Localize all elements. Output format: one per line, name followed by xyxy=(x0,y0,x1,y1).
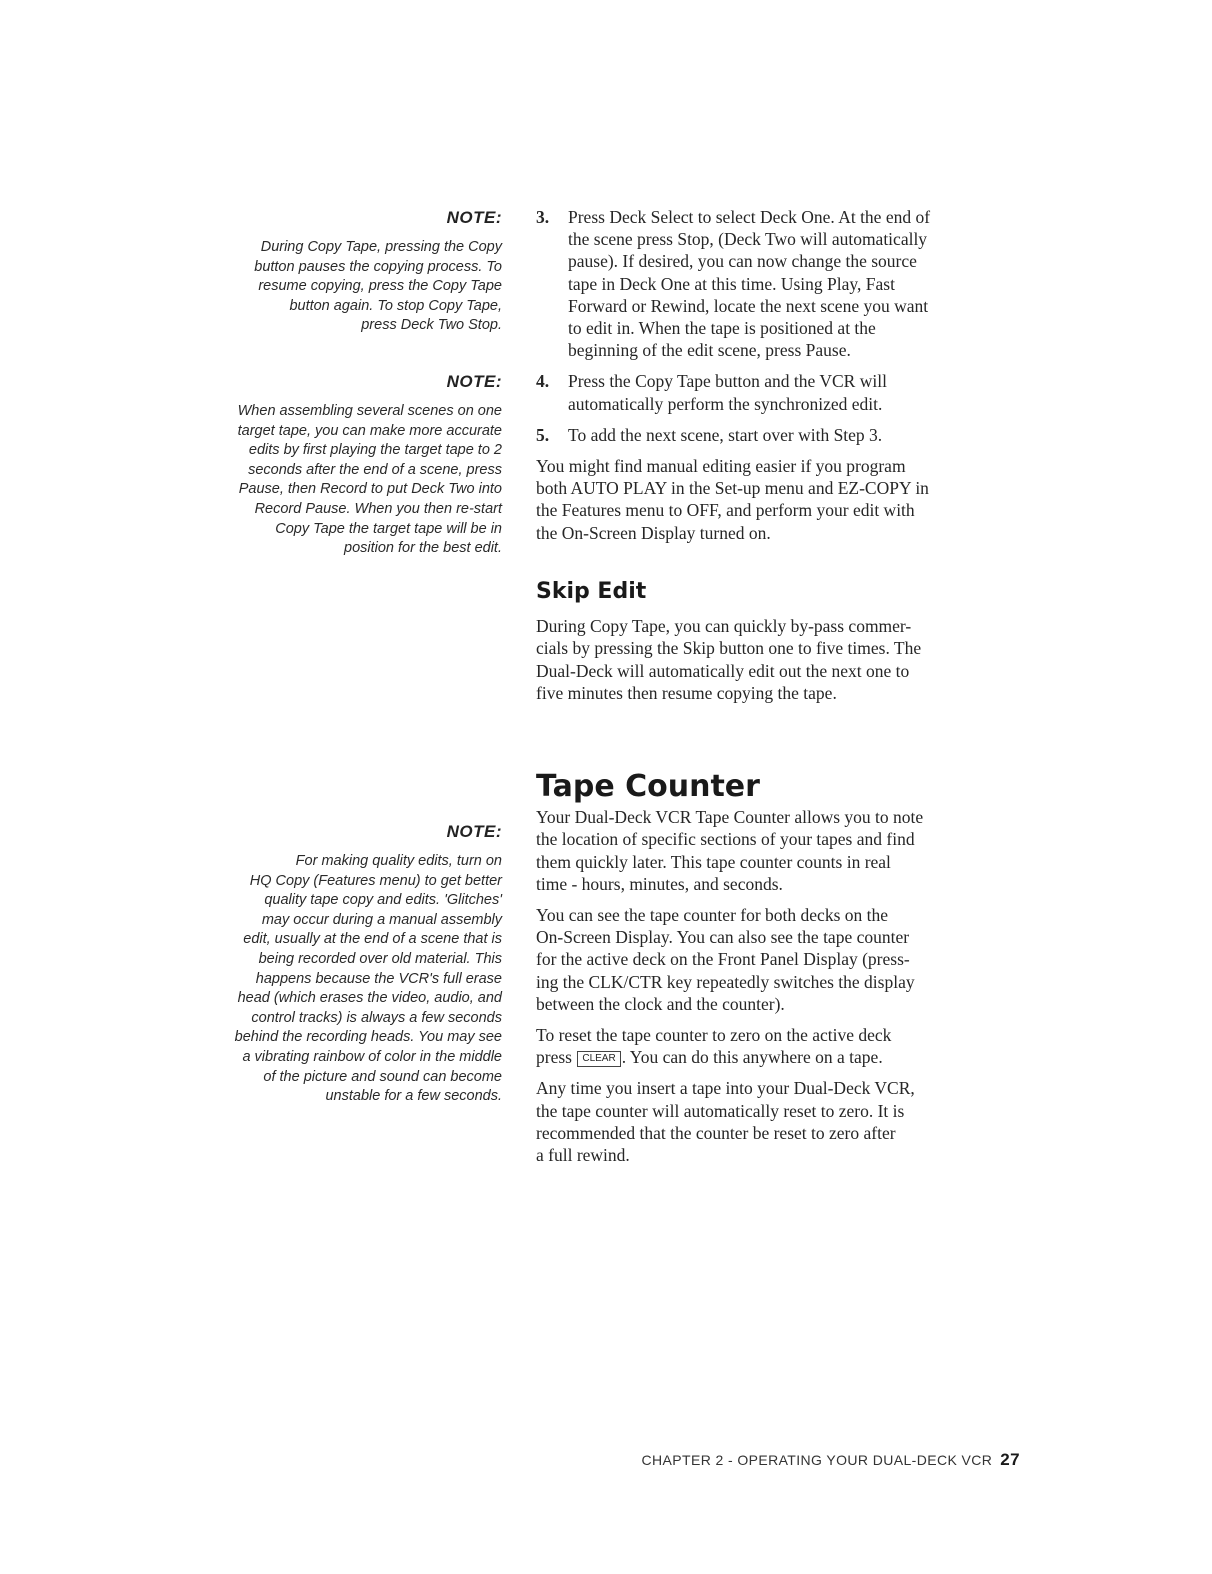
step-line: the scene press Stop, (Deck Two will automatically xyxy=(568,229,928,250)
note-line: When assembling several scenes on one xyxy=(237,403,502,419)
note-line: Record Pause. When you then re-start xyxy=(254,500,502,517)
para-line: for the active deck on the Front Panel Display (press- xyxy=(536,949,910,970)
note-line: button again. To stop Copy Tape, xyxy=(289,297,502,314)
page-number: 27 xyxy=(1000,1450,1020,1469)
step-line: Press the Copy Tape button and the VCR will xyxy=(568,371,887,392)
para-line: cials by pressing the Skip button one to five times. The xyxy=(536,638,922,659)
step-line: beginning of the edit scene, press Pause. xyxy=(568,340,851,361)
note-line: Pause, then Record to put Deck Two into xyxy=(238,481,502,498)
note-label: NOTE: xyxy=(446,372,502,391)
step-line: to edit in. When the tape is positioned at the xyxy=(568,318,876,339)
note-line: HQ Copy (Features menu) to get better xyxy=(249,872,502,889)
note-line: being recorded over old material. This xyxy=(258,950,502,967)
note-line: a vibrating rainbow of color in the middle xyxy=(242,1048,502,1065)
para-line: five minutes then resume copying the tape. xyxy=(536,682,837,703)
note-label: NOTE: xyxy=(446,822,502,841)
step-number: 3. xyxy=(536,207,550,227)
note-line: unstable for a few seconds. xyxy=(325,1088,502,1105)
step-line: tape in Deck One at this time. Using Play, Fast xyxy=(568,273,895,294)
para-line: them quickly later. This tape counter counts in real xyxy=(536,851,891,872)
para-line: You might find manual editing easier if you program xyxy=(536,456,906,477)
note-line: head (which erases the video, audio, and xyxy=(237,990,502,1007)
step-line: pause). If desired, you can now change the source xyxy=(568,251,917,272)
para-line: recommended that the counter be reset to zero after xyxy=(536,1122,896,1143)
para-line: time - hours, minutes, and seconds. xyxy=(536,873,783,894)
main-column-top xyxy=(536,206,1026,553)
note-assembling-scenes xyxy=(200,372,502,559)
para-line: both AUTO PLAY in the Set-up menu and EZ-COPY in xyxy=(536,478,929,499)
para-line: Any time you insert a tape into your Dual-Deck VCR, xyxy=(536,1078,915,1099)
note-text xyxy=(200,852,502,1107)
note-label: NOTE: xyxy=(446,208,502,227)
para-line: between the clock and the counter). xyxy=(536,993,785,1014)
clear-key-icon: CLEAR xyxy=(577,1051,620,1067)
para-line: the On-Screen Display turned on. xyxy=(536,522,771,543)
tape-counter-para-2 xyxy=(536,904,1026,1015)
note-line: happens because the VCR's full erase xyxy=(255,970,502,987)
para-line: You can see the tape counter for both decks on the xyxy=(536,905,889,926)
note-line: control tracks) is always a few seconds xyxy=(251,1009,502,1026)
step-text xyxy=(568,370,1026,414)
para-line: a full rewind. xyxy=(536,1145,630,1166)
tape-counter-section xyxy=(536,769,1026,1175)
note-quality-edits xyxy=(200,822,502,1107)
skip-edit-paragraph xyxy=(536,615,1026,704)
note-line: edits by first playing the target tape to 2 xyxy=(248,442,502,459)
para-line: Dual-Deck will automatically edit out the next one to xyxy=(536,660,910,681)
para-line: the Features menu to OFF, and perform your edit with xyxy=(536,500,915,521)
step-3 xyxy=(536,206,1026,361)
skip-edit-section xyxy=(536,581,1026,713)
manual-editing-paragraph xyxy=(536,455,1026,544)
note-text xyxy=(200,402,502,559)
para-line: the tape counter will automatically reset to zero. It is xyxy=(536,1100,905,1121)
note-line: target tape, you can make more accurate xyxy=(237,422,502,439)
tape-counter-para-1 xyxy=(536,806,1026,895)
note-line: may occur during a manual assembly xyxy=(261,911,502,928)
para-line: Your Dual-Deck VCR Tape Counter allows you to note xyxy=(536,807,924,828)
step-4 xyxy=(536,370,1026,414)
step-text xyxy=(568,206,1026,361)
step-line: Forward or Rewind, locate the next scene you want xyxy=(568,295,929,316)
step-line: Press Deck Select to select Deck One. At the end of xyxy=(568,207,931,227)
step-line: automatically perform the synchronized edit. xyxy=(568,393,883,414)
note-line: position for the best edit. xyxy=(344,540,502,557)
section-heading-tape-counter: Tape Counter xyxy=(536,769,760,804)
note-line: button pauses the copying process. To xyxy=(254,258,502,275)
para-line xyxy=(536,1046,1026,1068)
para-text: . You can do this anywhere on a tape. xyxy=(621,1047,883,1068)
para-line: ing the CLK/CTR key repeatedly switches the display xyxy=(536,971,915,992)
section-heading-skip-edit: Skip Edit xyxy=(536,579,647,604)
tape-counter-para-3 xyxy=(536,1024,1026,1068)
note-line: of the picture and sound can become xyxy=(263,1068,502,1085)
step-line: To add the next scene, start over with Step 3. xyxy=(568,424,883,445)
step-number: 5. xyxy=(536,424,550,445)
step-text xyxy=(568,424,1026,446)
para-text: press xyxy=(536,1047,572,1068)
note-line: behind the recording heads. You may see xyxy=(234,1029,502,1046)
note-line: edit, usually at the end of a scene that is xyxy=(243,931,502,948)
page-footer xyxy=(642,1450,1020,1470)
step-number: 4. xyxy=(536,371,550,392)
note-text xyxy=(200,238,502,336)
tape-counter-para-4 xyxy=(536,1077,1026,1166)
para-line: To reset the tape counter to zero on the active deck xyxy=(536,1025,892,1046)
note-line: During Copy Tape, pressing the Copy xyxy=(260,239,502,255)
chapter-title: CHAPTER 2 - OPERATING YOUR DUAL-DECK VCR xyxy=(641,1452,993,1468)
note-line: Copy Tape the target tape will be in xyxy=(275,520,502,537)
para-line: the location of specific sections of your tapes and find xyxy=(536,829,915,850)
note-line: resume copying, press the Copy Tape xyxy=(258,278,502,295)
note-line: quality tape copy and edits. 'Glitches' xyxy=(264,892,502,909)
note-line: press Deck Two Stop. xyxy=(361,317,502,334)
note-copy-pause xyxy=(200,208,502,336)
note-line: For making quality edits, turn on xyxy=(295,853,502,869)
para-line: On-Screen Display. You can also see the tape counter xyxy=(536,927,910,948)
para-line: During Copy Tape, you can quickly by-pass commer- xyxy=(536,616,912,637)
note-line: seconds after the end of a scene, press xyxy=(248,461,502,478)
step-5 xyxy=(536,424,1026,446)
